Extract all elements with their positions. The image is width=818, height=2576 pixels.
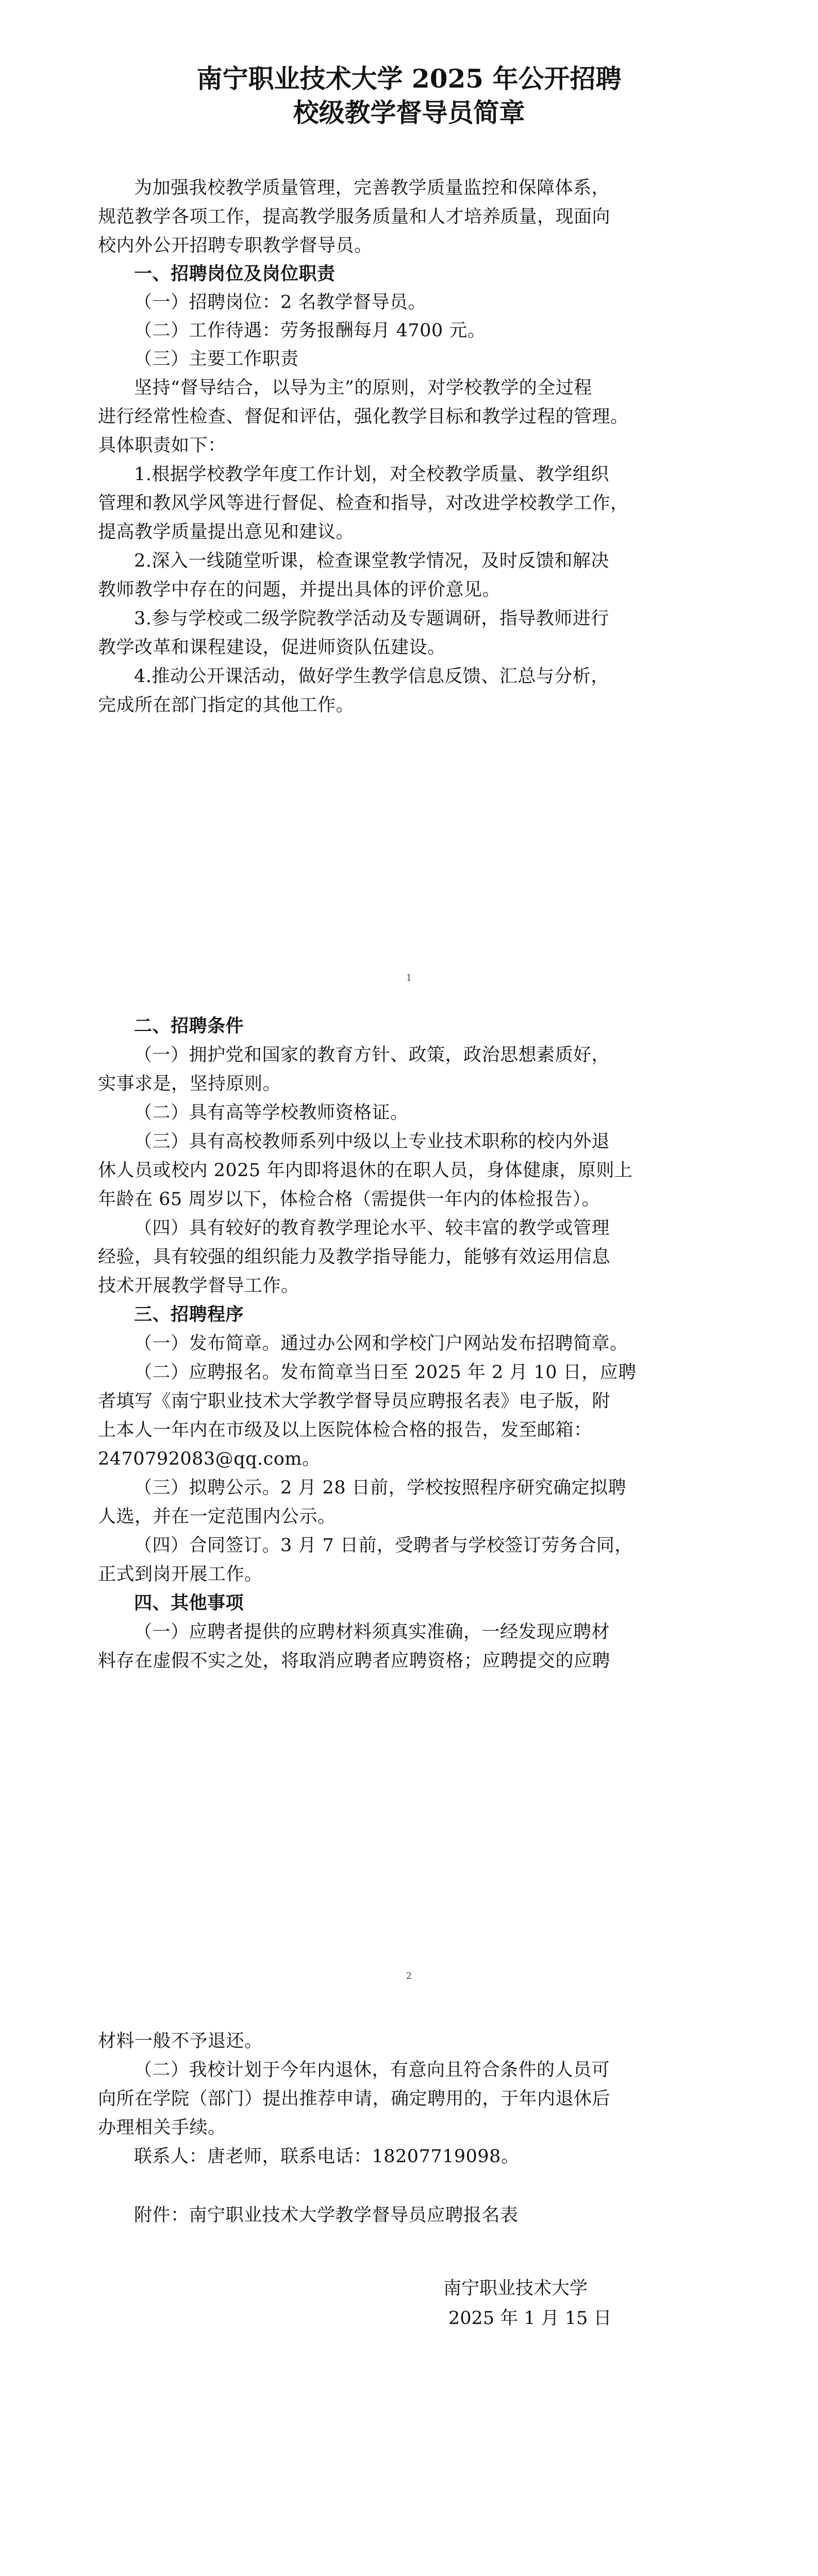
paragraph-line: 者填写《南宁职业技术大学教学督导员应聘报名表》电子版，附 <box>98 1391 611 1412</box>
paragraph-line: 坚持“督导结合，以导为主”的原则，对学校教学的全过程 <box>134 378 592 398</box>
duty-line: 教学改革和课程建设，促进师资队伍建设。 <box>98 637 446 658</box>
section-2-heading: 二、招聘条件 <box>134 1015 244 1037</box>
paragraph-line: 料存在虚假不实之处，将取消应聘者应聘资格；应聘提交的应聘 <box>98 1651 611 1671</box>
paragraph-line: （二）应聘报名。发布简章当日至 2025 年 2 月 10 日，应聘 <box>134 1362 637 1383</box>
page-2 <box>0 1015 818 2030</box>
paragraph-line: 休人员或校内 2025 年内即将退休的在职人员，身体健康，原则上 <box>98 1160 633 1181</box>
paragraph-line: 年龄在 65 周岁以下，体检合格（需提供一年内的体检报告）。 <box>98 1189 600 1210</box>
paragraph-line: 具体职责如下： <box>98 435 226 456</box>
duty-line: 4.推动公开课活动，做好学生教学信息反馈、汇总与分析， <box>134 666 609 687</box>
attachment-line: 附件：南宁职业技术大学教学督导员应聘报名表 <box>134 2205 519 2226</box>
paragraph-line: （三）具有高校教师系列中级以上专业技术职称的校内外退 <box>134 1131 610 1152</box>
paragraph-line: （一）应聘者提供的应聘材料须真实准确，一经发现应聘材 <box>134 1622 610 1642</box>
paragraph-line: 实事求是，坚持原则。 <box>98 1074 281 1094</box>
paragraph-line: （四）合同签订。3 月 7 日前，受聘者与学校签订劳务合同， <box>134 1535 633 1556</box>
duty-line: 教师教学中存在的问题，并提出具体的评价意见。 <box>98 580 501 600</box>
paragraph-line: 正式到岗开展工作。 <box>98 1564 263 1585</box>
section-3-heading: 三、招聘程序 <box>134 1304 244 1325</box>
paragraph-line: （三）拟聘公示。2 月 28 日前，学校按照程序研究确定拟聘 <box>134 1478 627 1498</box>
signature-org: 南宁职业技术大学 <box>443 2278 588 2299</box>
page-1 <box>0 0 818 1015</box>
document-title-line2: 校级教学督导员简章 <box>293 97 525 128</box>
duty-line: 提高教学质量提出意见和建议。 <box>98 522 355 543</box>
section-1-heading: 一、招聘岗位及岗位职责 <box>134 263 336 284</box>
page-number: 2 <box>406 1971 412 1981</box>
paragraph-line: 办理相关手续。 <box>98 2117 226 2138</box>
paragraph-line: （一）招聘岗位：2 名教学督导员。 <box>134 292 426 313</box>
paragraph-line: （一）拥护党和国家的教育方针、政策，政治思想素质好， <box>134 1045 610 1065</box>
duty-line: 1.根据学校教学年度工作计划，对全校教学质量、教学组织 <box>134 464 609 485</box>
paragraph-line: （一）发布简章。通过办公网和学校门户网站发布招聘简章。 <box>134 1333 628 1354</box>
paragraph-line: （二）我校计划于今年内退休，有意向且符合条件的人员可 <box>134 2060 610 2080</box>
paragraph-line: （二）工作待遇：劳务报酬每月 4700 元。 <box>134 320 486 341</box>
duty-line: 3.参与学校或二级学院教学活动及专题调研，指导教师进行 <box>134 608 609 629</box>
paragraph-line: 进行经常性检查、督促和评估，强化教学目标和教学过程的管理。 <box>98 406 629 427</box>
paragraph-line: 经验，具有较强的组织能力及教学指导能力，能够有效运用信息 <box>98 1247 611 1267</box>
intro-line: 规范教学各项工作，提高教学服务质量和人才培养质量，现面向 <box>98 207 611 227</box>
section-4-heading: 四、其他事项 <box>134 1592 244 1614</box>
contact-line: 联系人：唐老师，联系电话：18207719098。 <box>134 2146 520 2167</box>
paragraph-line: 上本人一年内在市级及以上医院体检合格的报告，发至邮箱： <box>98 1420 592 1440</box>
email-address: 2470792083@qq.com。 <box>98 1449 321 1469</box>
intro-line: 校内外公开招聘专职教学督导员。 <box>98 235 373 256</box>
signature-date: 2025 年 1 月 15 日 <box>448 2308 612 2329</box>
paragraph-line: （四）具有较好的教育教学理论水平、较丰富的教学或管理 <box>134 1218 610 1239</box>
duty-line: 2.深入一线随堂听课，检查课堂教学情况，及时反馈和解决 <box>134 551 609 571</box>
page-number: 1 <box>406 973 412 984</box>
intro-line: 为加强我校教学质量管理，完善教学质量监控和保障体系， <box>134 178 610 198</box>
paragraph-line: （三）主要工作职责 <box>134 349 299 369</box>
document-title-line1: 南宁职业技术大学 2025 年公开招聘 <box>196 63 622 94</box>
paragraph-line: 材料一般不予退还。 <box>98 2031 263 2052</box>
paragraph-line: 人选，并在一定范围内公示。 <box>98 1506 336 1527</box>
paragraph-line: 向所在学院（部门）提出推荐申请，确定聘用的，于年内退休后 <box>98 2089 611 2109</box>
duty-line: 管理和教风学风等进行督促、检查和指导，对改进学校教学工作， <box>98 493 629 514</box>
paragraph-line: （二）具有高等学校教师资格证。 <box>134 1103 409 1123</box>
duty-line: 完成所在部门指定的其他工作。 <box>98 695 355 716</box>
paragraph-line: 技术开展教学督导工作。 <box>98 1276 299 1296</box>
page-3 <box>0 2030 818 2576</box>
